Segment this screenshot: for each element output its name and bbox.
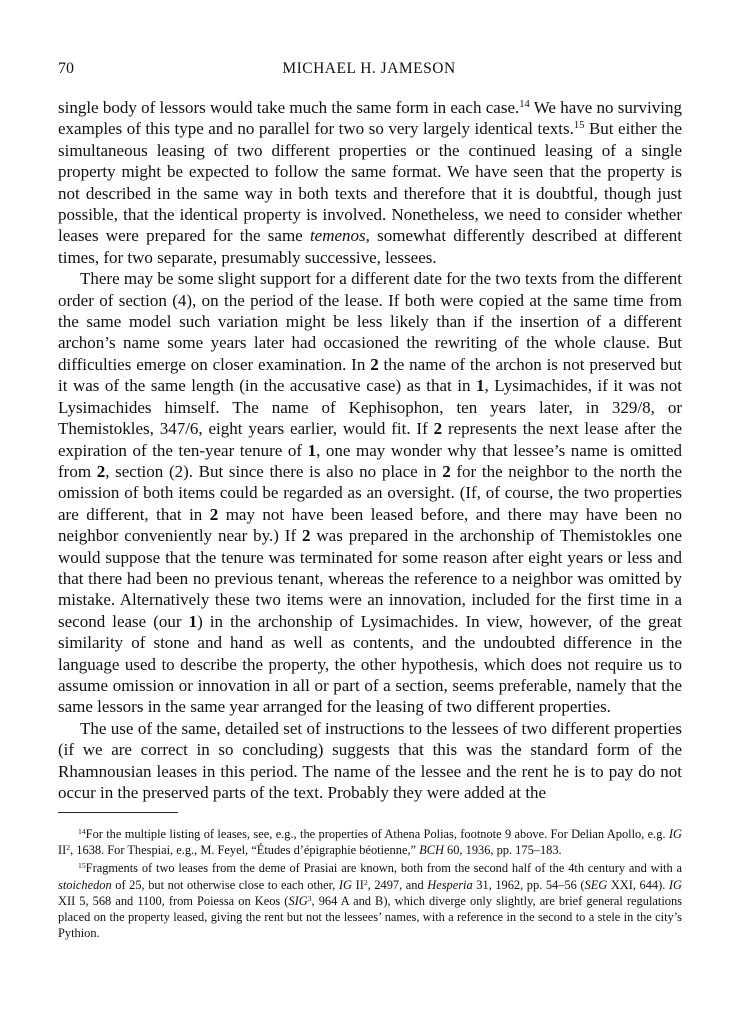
- text-run: , somewhat differently described at different times, for two separate, presumably successive, lessees.: [58, 226, 682, 267]
- text-run: , Lysimachides, if it was not Lysimachides himself. The name of Kephisophon, ten years later, in 329/8, or Themistokles, 347/6, eight years earlier, would fit. If: [58, 376, 683, 439]
- text-run: We have no surviving examples of this type and no parallel for two so very largely identical texts.: [58, 98, 683, 139]
- superscript: 2: [363, 877, 368, 887]
- page-number: 70: [58, 60, 74, 77]
- superscript: 15: [573, 120, 585, 132]
- italic-text: stoichedon: [58, 877, 112, 892]
- text-run: single body of lessors would take much the same form in each case.: [58, 98, 520, 117]
- text-run: XXI, 644).: [607, 877, 669, 892]
- text-run: For the multiple listing of leases, see, e.g., the properties of Athena Polias, footnote 9 above. For Delian Apollo, e.g.: [85, 827, 669, 841]
- paragraph: [58, 718, 682, 804]
- page-header: [58, 60, 680, 84]
- bold-text: 2: [370, 354, 379, 374]
- text-run: of 25, but not otherwise close to each other,: [111, 877, 339, 892]
- text-run: , 2497, and: [367, 877, 428, 892]
- bold-text: 2: [302, 526, 311, 546]
- italic-text: BCH: [419, 843, 444, 858]
- text-run: 31, 1962, pp. 54–56 (: [472, 877, 585, 892]
- paragraph: [58, 268, 682, 718]
- italic-text: temenos: [309, 226, 366, 246]
- text-run: Fragments of two leases from the deme of Prasiai are known, both from the second half of the 4th century and with a: [85, 861, 682, 876]
- text-run: ) in the archonship of Lysimachides. In view, however, of the great similarity of stone and hand as well as contents, and the undoubted difference in the language used to describe the property, the other hypothesis, which does not require us to assume omission or innovation in all or part of a section, seems preferable, namely that the same lessors in the same year arranged for the leasing of two different properties.: [58, 611, 682, 717]
- italic-text: IG: [668, 827, 682, 841]
- superscript: 14: [519, 99, 530, 111]
- superscript: 3: [307, 893, 312, 903]
- text-run: was prepared in the archonship of Themistokles one would suppose that the tenure was terminated for some reason after eight years or less and that there had been no previous tenant, whereas the reference to a neighbor was omitted by mistake. Alternatively these two items were an innovation, included for the first time in a second lease (our: [58, 526, 682, 631]
- superscript: 2: [66, 842, 71, 852]
- text-run: , 1638. For Thespiai, e.g., M. Feyel, “Études d’épigraphie béotienne,”: [70, 843, 420, 858]
- italic-text: IG: [338, 877, 352, 892]
- text-run: The use of the same, detailed set of instructions to the lessees of two different properties (if we are correct in so concluding) suggests that this was the standard form of the Rhamnousian leases in this period. The name of the lessee and the rent he is to pay do not occur in the preserved parts of the text. Probably they were added at the: [58, 718, 682, 802]
- bold-text: 1: [307, 440, 317, 460]
- footnotes: [58, 826, 682, 943]
- footnote: [58, 826, 682, 858]
- bold-text: 2: [442, 461, 451, 481]
- italic-text: Hesperia: [427, 877, 473, 892]
- text-run: There may be some slight support for a different date for the two texts from the different order of section (4), on the period of the lease. If both were copied at the same time from the same model such variation might be less likely than if the insertion of a different archon’s name some years later had occasioned the rewriting of the whole clause. But difficulties emerge on closer examination. In: [58, 269, 682, 374]
- text-run: the name of the archon is not preserved but it was of the same length (in the accusative case) as that in: [58, 354, 682, 396]
- text-run: II: [58, 843, 67, 858]
- text-run: may not have been leased before, and there may have been no neighbor conveniently near by.) If: [58, 504, 682, 546]
- text-run: But either the simultaneous leasing of two different properties or the continued leasing of a single property might be expected to follow the same format. We have seen that the property is not described in the same way in both texts and therefore that it is doubtful, though just possible, that the identical property is involved. Nonetheless, we need to consider whether leases were prepared for the same: [58, 119, 683, 246]
- superscript: 14: [78, 826, 86, 836]
- paragraph: [58, 97, 682, 268]
- text-run: , one may wonder why that lessee’s name is omitted from: [58, 440, 683, 481]
- text-run: , 964 A and B), which diverge only slightly, are brief general regulations placed on the property leased, giving the rent but not the lessees’ names, with a reference in the second to a stele in the city’s Pythion.: [58, 893, 682, 941]
- text-run: , section (2). But since there is also no place in: [105, 461, 443, 481]
- text-run: XII 5, 568 and 1100, from Poiessa on Keos (: [58, 893, 289, 908]
- running-head: MICHAEL H. JAMESON: [282, 60, 456, 77]
- italic-text: SIG: [288, 893, 308, 908]
- bold-text: 2: [96, 461, 106, 481]
- text-run: for the neighbor to the north the omission of both items could be regarded as an oversight. (If, of course, the two properties are different, that in: [58, 461, 683, 524]
- bold-text: 1: [476, 376, 485, 396]
- text-run: II: [352, 877, 364, 892]
- italic-text: IG: [668, 877, 682, 892]
- bold-text: 2: [433, 419, 443, 439]
- bold-text: 2: [209, 504, 219, 524]
- footnote-rule: [58, 812, 178, 813]
- italic-text: SEG: [584, 877, 608, 892]
- superscript: 15: [78, 861, 86, 871]
- main-text: [58, 97, 682, 803]
- text-run: 60, 1936, pp. 175–183.: [443, 843, 562, 858]
- footnote: [58, 860, 682, 941]
- bold-text: 1: [188, 611, 198, 631]
- text-run: represents the next lease after the expiration of the ten-year tenure of: [58, 419, 682, 460]
